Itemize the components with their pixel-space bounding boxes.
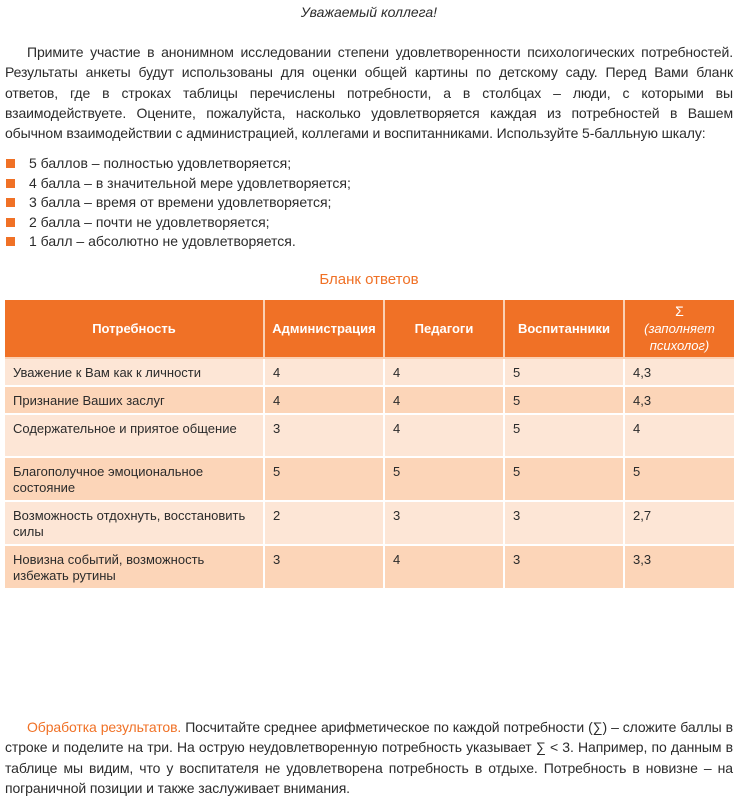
cell-sigma: 5	[625, 458, 734, 502]
table-row	[5, 546, 734, 590]
table-row	[5, 359, 734, 387]
table-row	[5, 415, 734, 458]
cell-teachers: 4	[385, 546, 505, 590]
table-row	[5, 458, 734, 502]
cell-teachers: 4	[385, 359, 505, 387]
square-bullet-icon	[6, 159, 15, 168]
table-header-row	[5, 300, 734, 359]
cell-need: Благополучное эмоциональное состояние	[5, 458, 265, 502]
scale-item: 5 баллов – полностью удовлетворяется;	[5, 154, 351, 174]
header-teachers: Педагоги	[385, 300, 505, 359]
intro-paragraph: Примите участие в анонимном исследовании степени удовлетворенности психологических потребностей. Результаты анкеты будут использованы для оценки общей картины по детскому саду. Перед Вами бланк ответов, где в строках таблицы перечислены потребности, а в столбцах – люди, с которыми вы взаимодействуете. Оцените, пожалуйста, насколько удовлетворяется каждая из потребностей в Вашем обычном взаимодействии с администрацией, коллегами и воспитанниками. Используйте 5-балльную шкалу:	[5, 44, 733, 142]
sigma-icon: Σ	[675, 303, 684, 319]
cell-administration: 2	[265, 502, 385, 546]
header-pupils: Воспитанники	[505, 300, 625, 359]
square-bullet-icon	[6, 198, 15, 207]
header-need: Потребность	[5, 300, 265, 359]
cell-sigma: 4,3	[625, 359, 734, 387]
cell-need: Признание Ваших заслуг	[5, 387, 265, 415]
cell-pupils: 5	[505, 359, 625, 387]
cell-teachers: 3	[385, 502, 505, 546]
sigma-note: (заполняет психолог)	[644, 321, 715, 353]
processing-paragraph	[5, 717, 733, 798]
greeting-heading: Уважаемый коллега!	[300, 4, 438, 20]
square-bullet-icon	[6, 237, 15, 246]
cell-administration: 3	[265, 546, 385, 590]
header-administration: Администрация	[265, 300, 385, 359]
square-bullet-icon	[6, 218, 15, 227]
header-sigma	[625, 300, 734, 359]
cell-administration: 4	[265, 359, 385, 387]
scale-item: 2 балла – почти не удовлетворяется;	[5, 213, 351, 233]
rating-scale-list	[5, 154, 351, 252]
answers-table	[5, 300, 734, 590]
cell-pupils: 3	[505, 546, 625, 590]
cell-teachers: 5	[385, 458, 505, 502]
cell-teachers: 4	[385, 387, 505, 415]
scale-item: 4 балла – в значительной мере удовлетворяется;	[5, 174, 351, 194]
cell-sigma: 3,3	[625, 546, 734, 590]
cell-sigma: 2,7	[625, 502, 734, 546]
cell-pupils: 5	[505, 458, 625, 502]
cell-pupils: 5	[505, 415, 625, 458]
cell-administration: 5	[265, 458, 385, 502]
cell-administration: 4	[265, 387, 385, 415]
cell-need: Возможность отдохнуть, восстановить силы	[5, 502, 265, 546]
cell-pupils: 3	[505, 502, 625, 546]
scale-item: 1 балл – абсолютно не удовлетворяется.	[5, 232, 351, 252]
table-title: Бланк ответов	[319, 271, 419, 288]
cell-administration: 3	[265, 415, 385, 458]
cell-need: Новизна событий, возможность избежать рутины	[5, 546, 265, 590]
table-row	[5, 502, 734, 546]
scale-item: 3 балла – время от времени удовлетворяется;	[5, 193, 351, 213]
cell-need: Содержательное и приятое общение	[5, 415, 265, 458]
cell-need: Уважение к Вам как к личности	[5, 359, 265, 387]
cell-sigma: 4	[625, 415, 734, 458]
cell-sigma: 4,3	[625, 387, 734, 415]
square-bullet-icon	[6, 179, 15, 188]
table-row	[5, 387, 734, 415]
cell-teachers: 4	[385, 415, 505, 458]
cell-pupils: 5	[505, 387, 625, 415]
processing-label: Обработка результатов.	[27, 719, 182, 735]
processing-text: Посчитайте среднее арифметическое по каждой потребности (∑) – сложите баллы в строке и поделите на три. На острую неудовлетворенную потребность указывает ∑ < 3. Например, по данным в таблице мы видим, что у воспитателя не удовлетворена потребность в отдыхе. Потребность в новизне – на пограничной позиции и также заслуживает внимания.	[5, 719, 733, 796]
